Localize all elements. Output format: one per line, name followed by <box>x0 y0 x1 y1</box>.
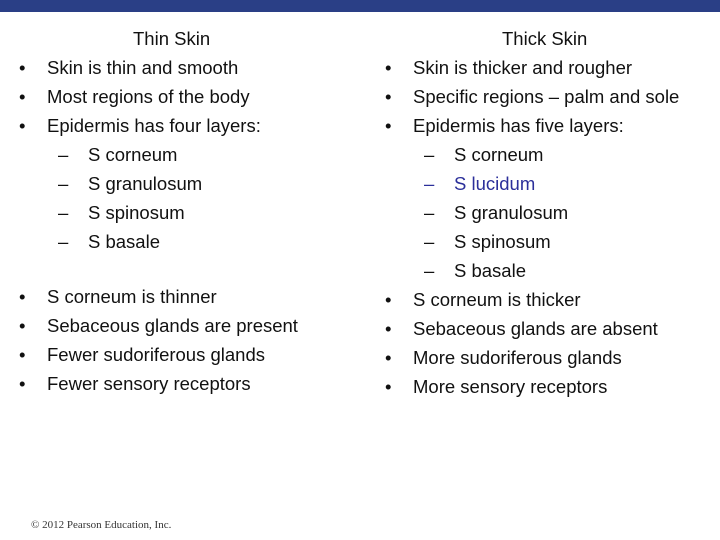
bullet-icon: • <box>19 57 26 78</box>
list-item: • Epidermis has four layers: <box>18 111 358 140</box>
bullet-icon: • <box>19 115 26 136</box>
list-item: • More sudoriferous glands <box>384 343 714 372</box>
dash-icon: – <box>424 144 435 165</box>
copyright-footer: © 2012 Pearson Education, Inc. <box>31 519 172 531</box>
dash-icon: – <box>424 231 435 252</box>
thick-skin-features <box>384 285 714 401</box>
thick-skin-list <box>384 53 714 285</box>
thin-skin-heading: Thin Skin <box>133 28 211 49</box>
list-item: • Skin is thicker and rougher <box>384 53 714 82</box>
dash-icon: – <box>58 202 69 223</box>
list-item: • Epidermis has five layers: <box>384 111 714 140</box>
bullet-icon: • <box>19 373 26 394</box>
bullet-icon: • <box>19 286 26 307</box>
layer-item-highlight: – S lucidum <box>384 169 714 198</box>
bullet-icon: • <box>385 347 392 368</box>
bullet-icon: • <box>385 57 392 78</box>
thick-skin-column <box>384 24 714 401</box>
dash-icon: – <box>58 144 69 165</box>
dash-icon: – <box>424 202 435 223</box>
list-item: • Most regions of the body <box>18 82 358 111</box>
bullet-icon: • <box>19 315 26 336</box>
bullet-icon: • <box>385 289 392 310</box>
thin-skin-list <box>18 53 358 256</box>
list-item: • Skin is thin and smooth <box>18 53 358 82</box>
dash-icon: – <box>424 173 435 194</box>
dash-icon: – <box>58 231 69 252</box>
list-item: • Fewer sudoriferous glands <box>18 340 358 369</box>
thick-skin-heading: Thick Skin <box>502 28 588 49</box>
bullet-icon: • <box>19 344 26 365</box>
list-item: • Specific regions – palm and sole <box>384 82 714 111</box>
bullet-icon: • <box>385 86 392 107</box>
top-accent-bar <box>0 0 720 12</box>
list-item: • Sebaceous glands are present <box>18 311 358 340</box>
list-item: • S corneum is thicker <box>384 285 714 314</box>
layer-item: – S corneum <box>384 140 714 169</box>
list-item: • S corneum is thinner <box>18 282 358 311</box>
list-item: • Fewer sensory receptors <box>18 369 358 398</box>
layer-item: – S granulosum <box>18 169 358 198</box>
dash-icon: – <box>424 260 435 281</box>
layer-item: – S granulosum <box>384 198 714 227</box>
list-item: • More sensory receptors <box>384 372 714 401</box>
thin-skin-column <box>18 24 358 398</box>
thin-skin-features <box>18 282 358 398</box>
bullet-icon: • <box>385 376 392 397</box>
list-item: • Sebaceous glands are absent <box>384 314 714 343</box>
layer-item: – S basale <box>18 227 358 256</box>
bullet-icon: • <box>385 318 392 339</box>
layer-item: – S spinosum <box>18 198 358 227</box>
layer-item: – S basale <box>384 256 714 285</box>
bullet-icon: • <box>385 115 392 136</box>
layer-item: – S corneum <box>18 140 358 169</box>
dash-icon: – <box>58 173 69 194</box>
bullet-icon: • <box>19 86 26 107</box>
layer-item: – S spinosum <box>384 227 714 256</box>
